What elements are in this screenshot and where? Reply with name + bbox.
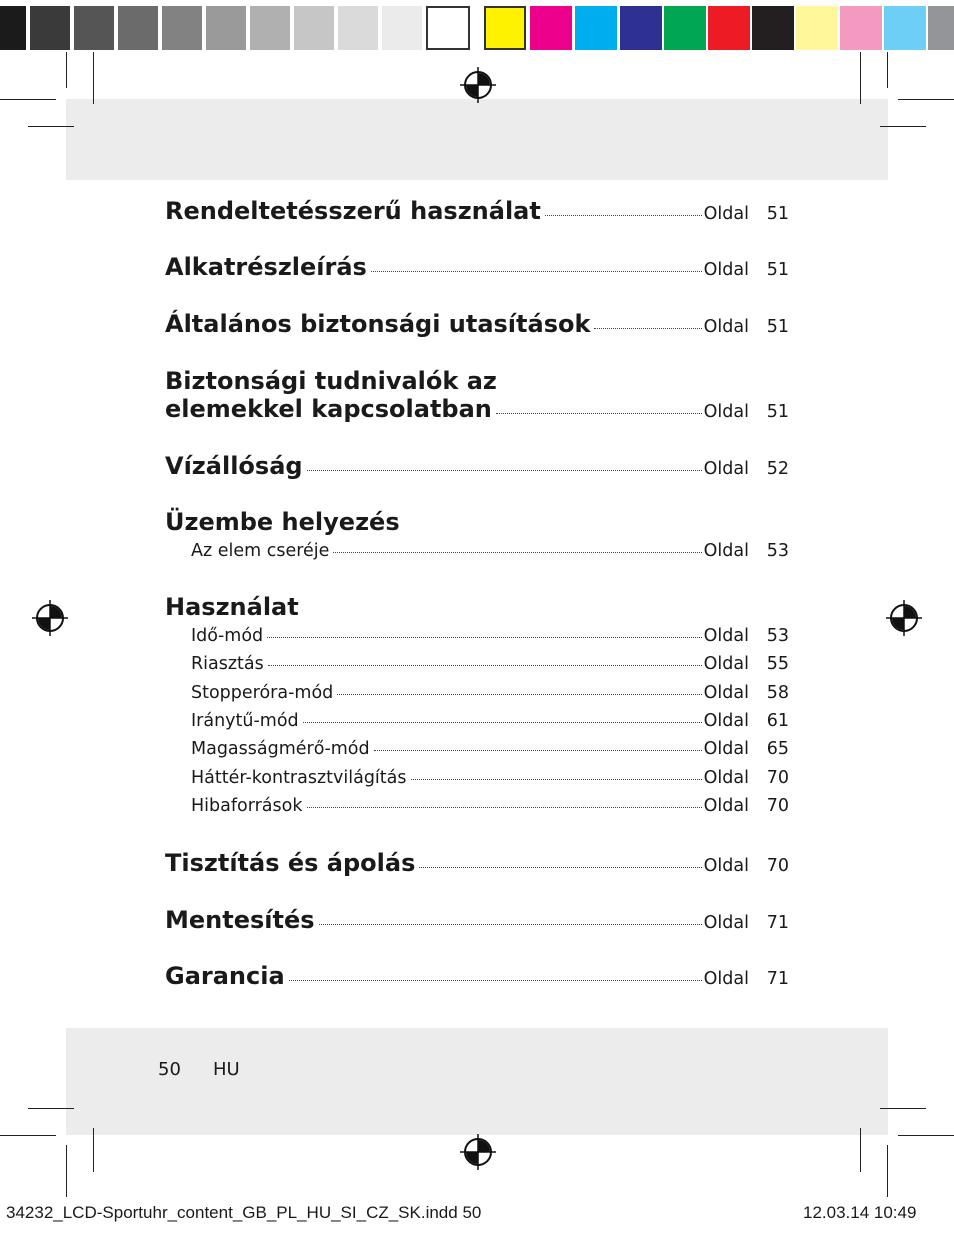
page-number: 61 bbox=[766, 711, 789, 731]
toc-subheading: Idő-mód bbox=[191, 626, 264, 646]
page-number: 53 bbox=[766, 541, 789, 561]
toc-heading: Tisztítás és ápolás bbox=[165, 849, 416, 877]
page-label: Oldal bbox=[703, 913, 749, 933]
footer-page-number: 50 bbox=[158, 1059, 181, 1080]
toc-heading: Alkatrészleírás bbox=[165, 253, 367, 281]
page-label: Oldal bbox=[703, 654, 749, 674]
page-label: Oldal bbox=[703, 626, 749, 646]
toc-subheading: Iránytű-mód bbox=[191, 711, 299, 731]
page-label: Oldal bbox=[703, 204, 749, 224]
page-label: Oldal bbox=[703, 683, 749, 703]
toc-section-heading[interactable]: Használat bbox=[165, 593, 299, 621]
page-number: 51 bbox=[766, 260, 789, 280]
toc-entry[interactable] bbox=[165, 197, 789, 225]
page-number: 71 bbox=[766, 969, 789, 989]
dot-leader bbox=[289, 980, 702, 981]
dot-leader bbox=[319, 924, 702, 925]
page-number: 70 bbox=[766, 768, 789, 788]
page-label: Oldal bbox=[703, 711, 749, 731]
dot-leader bbox=[411, 779, 702, 780]
toc-subheading: Hibaforrások bbox=[191, 796, 303, 816]
dot-leader bbox=[333, 552, 701, 553]
page-number: 58 bbox=[766, 683, 789, 703]
page-number: 51 bbox=[766, 317, 789, 337]
page-number: 51 bbox=[766, 204, 789, 224]
dot-leader bbox=[371, 271, 702, 272]
page-number: 53 bbox=[766, 626, 789, 646]
toc-heading-line: Biztonsági tudnivalók az bbox=[165, 367, 497, 395]
toc-subentry[interactable] bbox=[191, 541, 789, 561]
toc-subheading: Riasztás bbox=[191, 654, 264, 674]
toc-heading: Mentesítés bbox=[165, 906, 315, 934]
dot-leader bbox=[419, 867, 701, 868]
toc-entry[interactable] bbox=[165, 310, 789, 338]
dot-leader bbox=[594, 328, 701, 329]
dot-leader bbox=[307, 807, 702, 808]
page-label: Oldal bbox=[703, 260, 749, 280]
page-label: Oldal bbox=[703, 969, 749, 989]
dot-leader bbox=[268, 665, 702, 666]
dot-leader bbox=[307, 470, 702, 471]
toc-heading: Általános biztonsági utasítások bbox=[165, 310, 591, 338]
dot-leader bbox=[303, 722, 702, 723]
toc-entry[interactable] bbox=[165, 253, 789, 281]
page-label: Oldal bbox=[703, 541, 749, 561]
dot-leader bbox=[337, 694, 701, 695]
toc-entry[interactable] bbox=[165, 906, 789, 934]
toc-subheading: Az elem cseréje bbox=[191, 541, 330, 561]
toc-heading: elemekkel kapcsolatban bbox=[165, 395, 492, 423]
toc-subentry[interactable] bbox=[191, 654, 789, 674]
toc-subentry[interactable] bbox=[191, 711, 789, 731]
page-label: Oldal bbox=[703, 856, 749, 876]
toc-subentry[interactable] bbox=[191, 683, 789, 703]
toc-subentry[interactable] bbox=[191, 626, 789, 646]
toc-entry[interactable] bbox=[165, 395, 789, 423]
toc-subentry[interactable] bbox=[191, 739, 789, 759]
page-label: Oldal bbox=[703, 796, 749, 816]
toc-subheading: Magasságmérő-mód bbox=[191, 739, 370, 759]
page-number: 52 bbox=[766, 459, 789, 479]
toc-section-heading[interactable]: Üzembe helyezés bbox=[165, 508, 400, 536]
toc-heading: Vízállóság bbox=[165, 452, 303, 480]
toc-subentry[interactable] bbox=[191, 796, 789, 816]
dot-leader bbox=[374, 750, 702, 751]
page-number: 70 bbox=[766, 856, 789, 876]
page-label: Oldal bbox=[703, 402, 749, 422]
toc-subentry[interactable] bbox=[191, 768, 789, 788]
toc-subheading: Stopperóra-mód bbox=[191, 683, 334, 703]
page-number: 65 bbox=[766, 739, 789, 759]
dot-leader bbox=[496, 413, 702, 414]
page-label: Oldal bbox=[703, 459, 749, 479]
page-number: 55 bbox=[766, 654, 789, 674]
dot-leader bbox=[545, 215, 702, 216]
page-number: 51 bbox=[766, 402, 789, 422]
page-label: Oldal bbox=[703, 317, 749, 337]
toc-heading: Garancia bbox=[165, 962, 285, 990]
dot-leader bbox=[267, 637, 702, 638]
page-label: Oldal bbox=[703, 768, 749, 788]
toc-heading: Rendeltetésszerű használat bbox=[165, 197, 541, 225]
page-number: 71 bbox=[766, 913, 789, 933]
print-slug-filename: 34232_LCD-Sportuhr_content_GB_PL_HU_SI_CZ_SK.indd 50 bbox=[6, 1203, 482, 1222]
toc-entry[interactable] bbox=[165, 849, 789, 877]
toc-entry[interactable] bbox=[165, 962, 789, 990]
print-slug-datetime: 12.03.14 10:49 bbox=[803, 1203, 917, 1222]
footer-language: HU bbox=[213, 1059, 240, 1080]
page-label: Oldal bbox=[703, 739, 749, 759]
page-number: 70 bbox=[766, 796, 789, 816]
toc-subheading: Háttér-kontrasztvilágítás bbox=[191, 768, 407, 788]
toc-entry[interactable] bbox=[165, 452, 789, 480]
